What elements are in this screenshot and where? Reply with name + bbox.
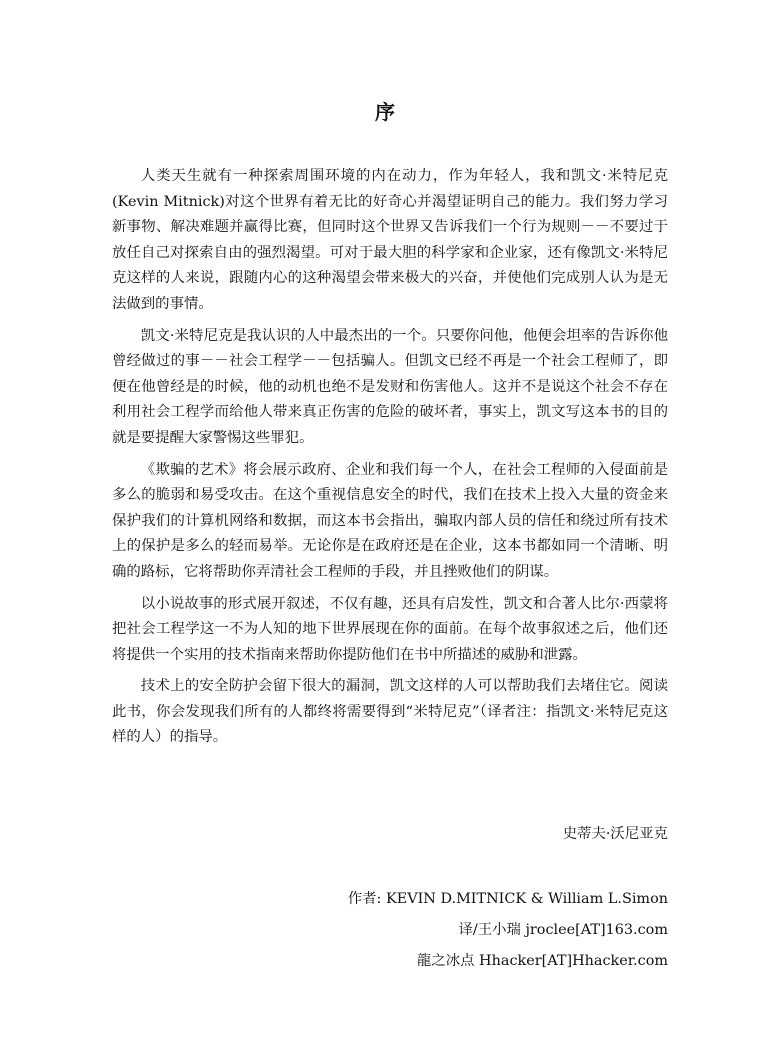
paragraph: 技术上的安全防护会留下很大的漏洞，凯文这样的人可以帮助我们去堵住它。阅读此书，你会发现我们所有的人都终将需要得到“米特尼克”（译者注：指凯文·米特尼克这样的人）的指导。: [112, 678, 668, 746]
preface-body: [112, 164, 668, 757]
publisher-credit: 龍之冰点 Hhacker[AT]Hhacker.com: [416, 953, 668, 969]
paragraph: 凯文·米特尼克是我认识的人中最杰出的一个。只要你问他，他便会坦率的告诉你他曾经做过的事－－社会工程学－－包括骗人。但凯文已经不再是一个社会工程师了，即便在他曾经是的时候，他的动机也绝不是发财和伤害他人。这并不是说这个社会不存在利用社会工程学而给他人带来真正伤害的危险的破坏者，事实上，凯文写这本书的目的就是要提醒大家警惕这些罪犯。: [112, 327, 668, 446]
page-title: 序: [375, 100, 397, 124]
credits-block: [112, 884, 668, 977]
author-credit: 作者: KEVIN D.MITNICK & William L.Simon: [347, 891, 668, 907]
paragraph: 《欺骗的艺术》将会展示政府、企业和我们每一个人，在社会工程师的入侵面前是多么的脆弱和易受攻击。在这个重视信息安全的时代，我们在技术上投入大量的资金来保护我们的计算机网络和数据，而这本书会指出，骗取内部人员的信任和绕过所有技术上的保护是多么的轻而易举。无论你是在政府还是在企业，这本书都如同一个清晰、明确的路标，它将帮助你弄清社会工程师的手段，并且挫败他们的阴谋。: [112, 461, 668, 580]
translator-credit: 译/王小瑞 jroclee[AT]163.com: [458, 922, 668, 938]
paragraph: 以小说故事的形式展开叙述，不仅有趣，还具有启发性，凯文和合著人比尔·西蒙将把社会工程学这一不为人知的地下世界展现在你的面前。在每个故事叙述之后，他们还将提供一个实用的技术指南来帮助你提防他们在书中所描述的威胁和泄露。: [112, 595, 668, 663]
signature: 史蒂夫·沃尼亚克: [562, 826, 668, 842]
paragraph: 人类天生就有一种探索周围环境的内在动力，作为年轻人，我和凯文·米特尼克(Kevin Mitnick)对这个世界有着无比的好奇心并渴望证明自己的能力。我们努力学习新事物、解决难题并赢得比赛，但同时这个世界又告诉我们一个行为规则－－不要过于放任自己对探索自由的强烈渴望。可对于最大胆的科学家和企业家，还有像凯文·米特尼克这样的人来说，跟随内心的这种渴望会带来极大的兴奋，并使他们完成别人认为是无法做到的事情。: [112, 168, 668, 312]
